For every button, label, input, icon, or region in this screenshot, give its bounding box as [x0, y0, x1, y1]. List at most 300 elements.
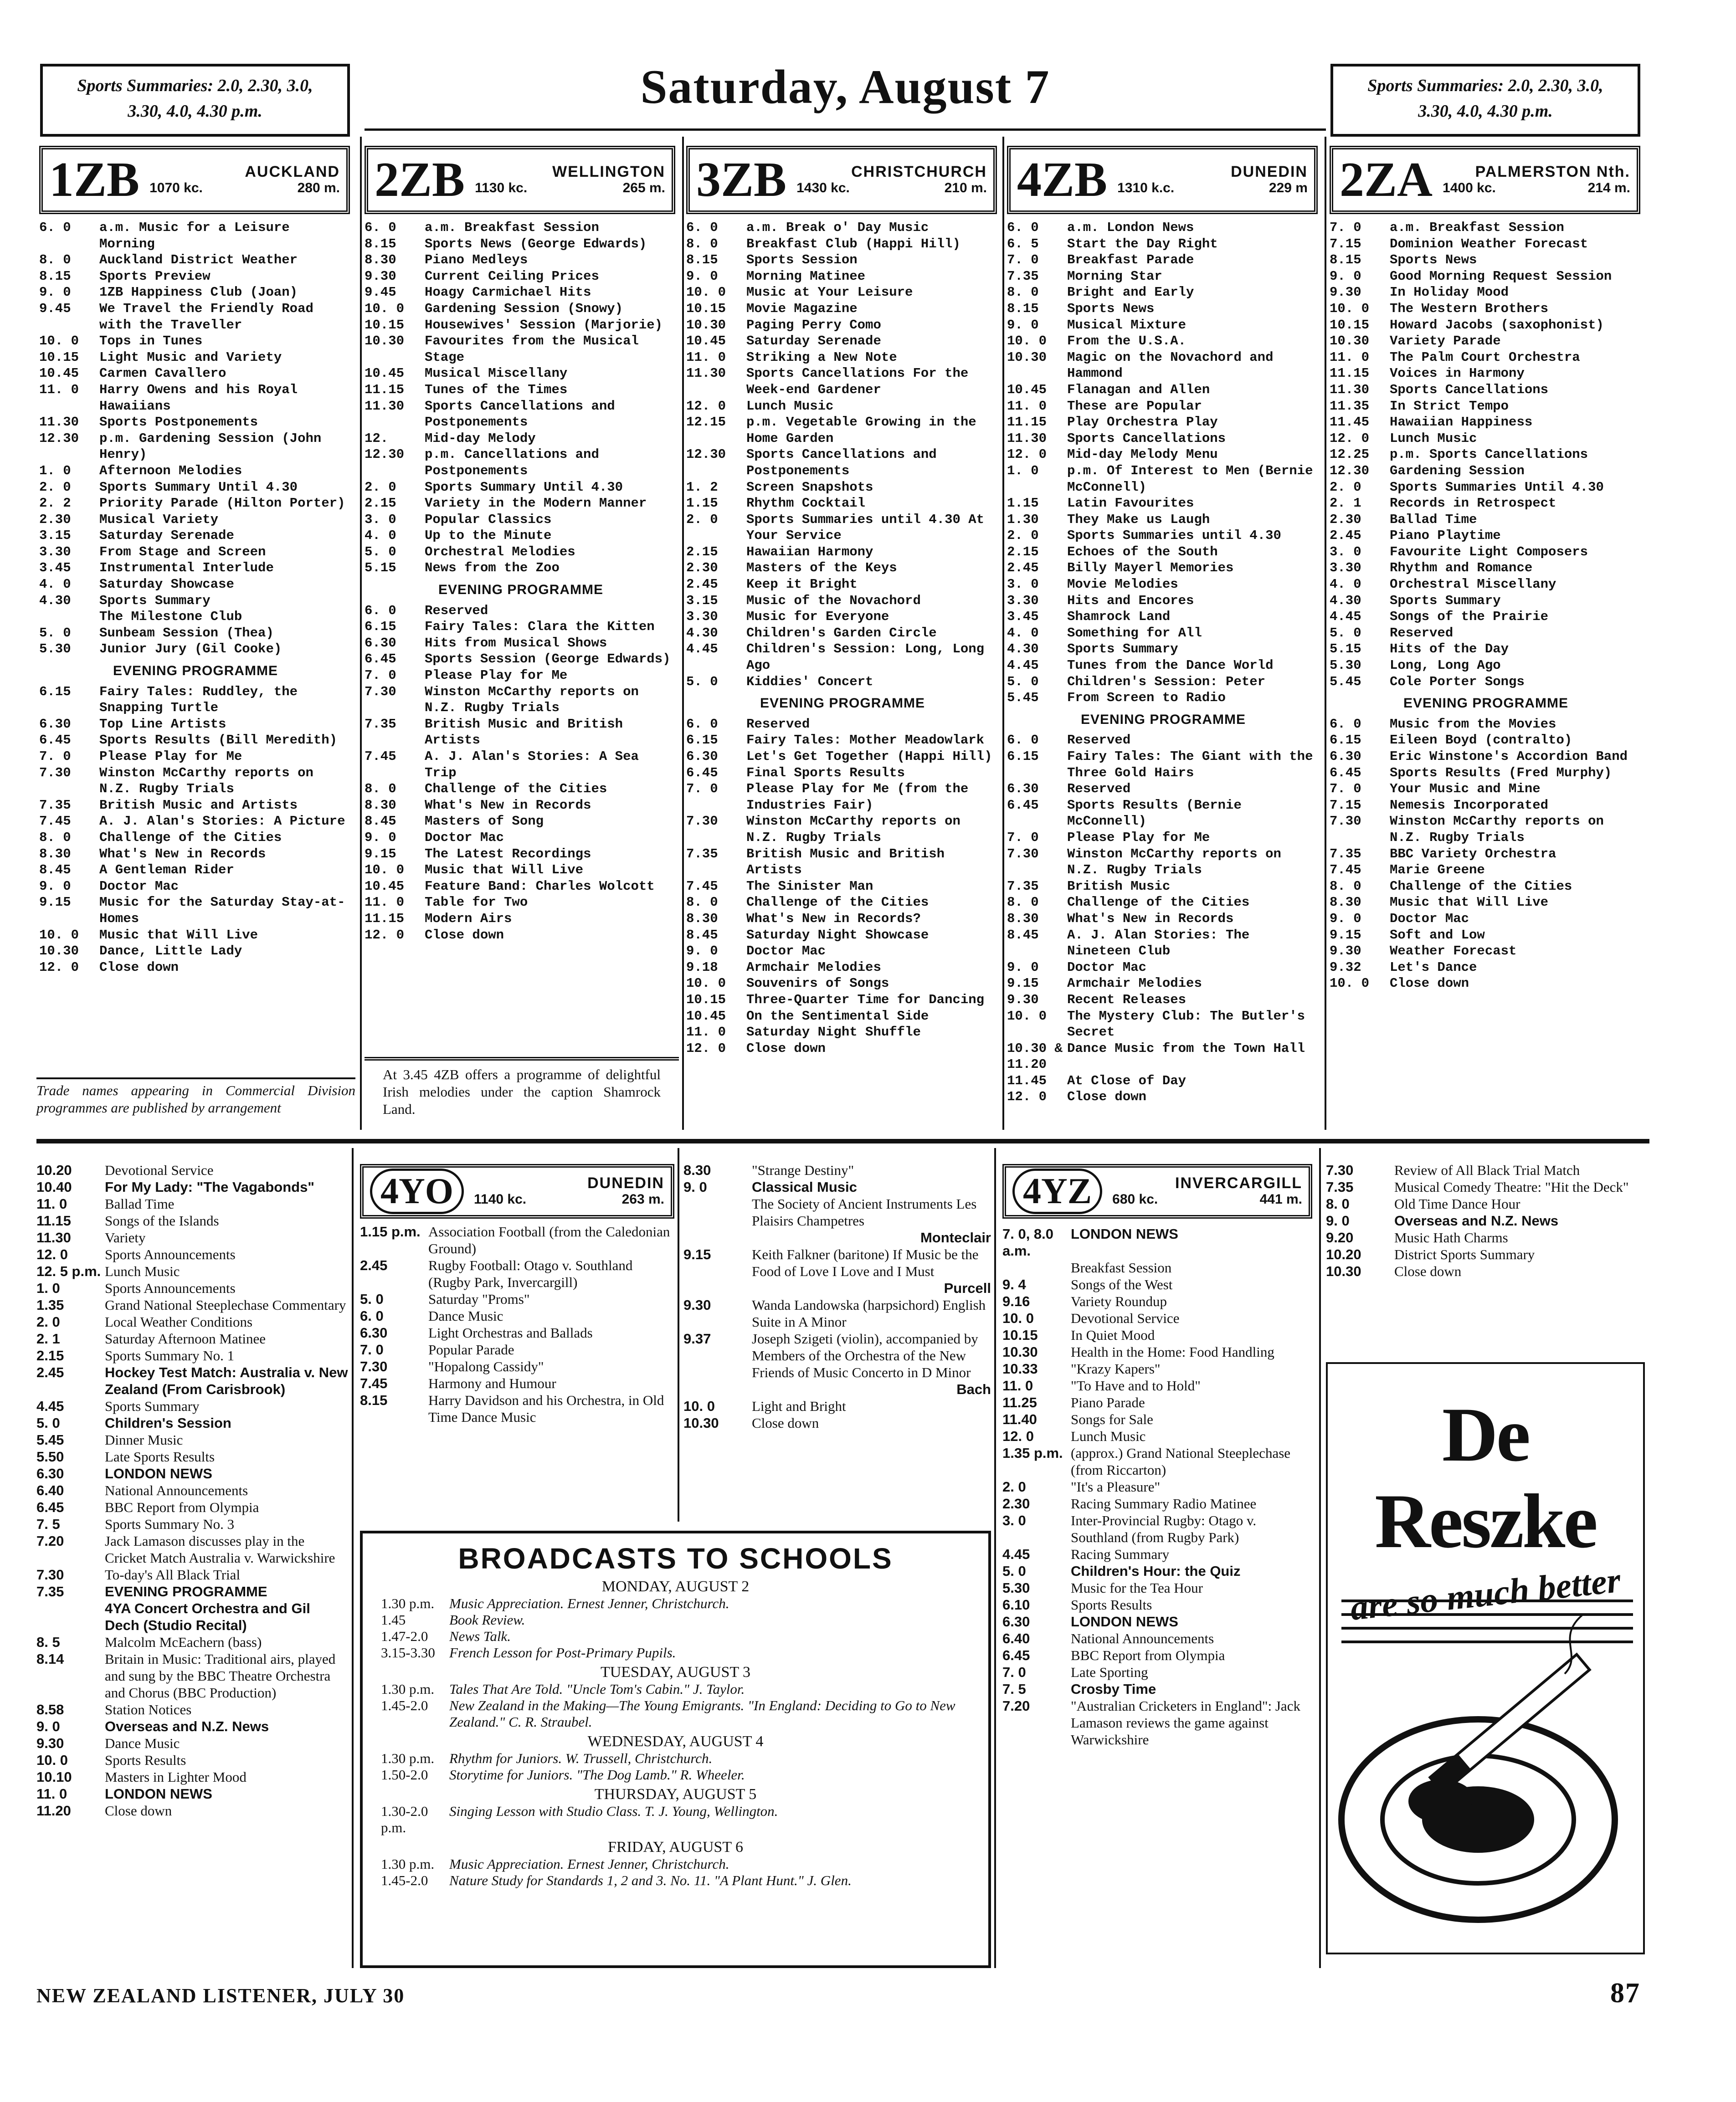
programme-time: 4.45: [1007, 658, 1039, 673]
programme-time: 11. 0: [1002, 1378, 1033, 1394]
programme-title: Keith Falkner (baritone) If Music be the Food of Love I Love and I Must: [752, 1246, 979, 1279]
programme-item: [36, 1263, 349, 1280]
station-wavelength: 441 m.: [1259, 1192, 1302, 1207]
programme-time: 8.30: [1330, 895, 1361, 910]
programme-title: Late Sports Results: [105, 1449, 215, 1465]
programme-title: Variety Roundup: [1071, 1293, 1167, 1309]
programme-item: [1330, 749, 1642, 765]
programme-title: Close down: [425, 927, 504, 943]
programme-item: [1002, 1579, 1315, 1596]
programme-time: 10.30: [39, 943, 79, 959]
programme-time: 5.45: [1330, 674, 1361, 689]
programme-time: 10.30: [1007, 349, 1047, 365]
programme-time: 7.30: [365, 684, 396, 699]
programme-time: 12. 0: [39, 959, 79, 975]
programme-title: Howard Jacobs (saxophonist): [1390, 317, 1604, 333]
programme-title: Close down: [105, 1803, 172, 1819]
programme-time: 11.45: [1007, 1073, 1047, 1088]
programme-title: Nemesis Incorporated: [1390, 797, 1549, 813]
programme-item: [39, 495, 352, 512]
programme-title: Soft and Low: [1390, 927, 1485, 943]
programme-title: Sports Cancellations and Postponements: [746, 447, 937, 478]
programme-time: 10. 0: [39, 927, 79, 943]
programme-title: p.m. Sports Cancellations: [1390, 447, 1588, 462]
programme-item: [365, 716, 677, 749]
station-city: INVERCARGILL: [1175, 1174, 1302, 1192]
programme-title: Music that Will Live: [99, 927, 258, 943]
programme-item: [39, 813, 352, 830]
programme-time: 11.15: [365, 911, 405, 926]
programme-time: 8.15: [1330, 252, 1361, 268]
programme-item: [1330, 975, 1642, 992]
programme-item: [1330, 268, 1642, 285]
programme-item: [686, 1008, 999, 1025]
programme-title: Close down: [746, 1041, 826, 1056]
programme-time: 1.30: [1007, 512, 1039, 527]
programme-title: Sports Postponements: [99, 415, 258, 430]
programme-item: [686, 495, 999, 512]
de-reszke-advertisement: [1326, 1362, 1645, 1954]
programme-item: [39, 609, 352, 625]
programme-title: Hawaiian Happiness: [1390, 415, 1533, 430]
station-meta: [796, 164, 987, 196]
continuation-column: [683, 1162, 991, 1522]
programme-item: [365, 667, 677, 684]
programme-title: Variety in the Modern Manner: [425, 496, 647, 511]
programme-time: 7. 0: [686, 781, 718, 797]
programme-time: 8. 0: [1330, 878, 1361, 894]
lower-left-column: [36, 1162, 349, 1964]
programme-time: 11.15: [1330, 366, 1370, 381]
programme-time: 9.30: [683, 1297, 711, 1313]
programme-item: [360, 1375, 674, 1392]
programme-title: Close down: [1390, 976, 1469, 991]
programme-time: 7. 0: [1007, 252, 1039, 268]
programme-title: In Quiet Mood: [1071, 1327, 1155, 1343]
programme-time: 1. 0: [36, 1280, 60, 1296]
programme-item: [36, 1701, 349, 1718]
programme-title: Top Line Artists: [99, 716, 226, 732]
programme-title: Children's Session: Long, Long Ago: [746, 641, 985, 673]
schools-broadcast-item: [381, 1767, 970, 1783]
programme-item: [36, 1212, 349, 1229]
programme-time: 9.32: [1330, 959, 1361, 975]
programme-item: [686, 414, 999, 446]
programme-title: Music for the Tea Hour: [1071, 1580, 1203, 1596]
programme-title: National Announcements: [105, 1482, 248, 1498]
programme-time: 12.30: [686, 447, 726, 462]
programme-title: Eileen Boyd (contralto): [1390, 733, 1572, 748]
programme-time: 10. 0: [39, 333, 79, 349]
programme-item: [36, 1195, 349, 1212]
programme-item: [365, 365, 677, 382]
programme-time: 6. 0: [686, 220, 718, 235]
schools-time: 1.30 p.m.: [381, 1681, 435, 1697]
programme-time: 8.58: [36, 1702, 64, 1717]
schools-time: 3.15-3.30: [381, 1645, 435, 1661]
programme-time: 11.30: [39, 415, 79, 430]
programme-time: 6.45: [365, 651, 396, 667]
programme-title: Dinner Music: [105, 1432, 183, 1448]
station-call-sign: 4YO: [370, 1169, 464, 1214]
programme-title: From the U.S.A.: [1067, 333, 1186, 349]
programme-item: [1007, 1089, 1320, 1105]
programme-time: 12. 0: [686, 398, 726, 414]
programme-time: 9. 0: [39, 285, 71, 300]
programme-time: 2.45: [1007, 560, 1039, 576]
programme-title: Let's Dance: [1390, 959, 1477, 975]
programme-item: [683, 1398, 991, 1415]
programme-item: [686, 959, 999, 976]
programme-item: [686, 576, 999, 593]
programme-item: [1330, 544, 1642, 560]
programme-time: 2. 1: [1330, 496, 1361, 511]
programme-item: [39, 576, 352, 593]
programme-item: [365, 927, 677, 943]
programme-title: Songs of the Prairie: [1390, 609, 1549, 625]
programme-time: 2. 0: [686, 512, 718, 527]
programme-item: [1007, 495, 1320, 512]
programme-time: 11.40: [1002, 1411, 1037, 1427]
programme-item: [686, 333, 999, 349]
column-divider: [352, 1148, 354, 1968]
programme-item: [39, 927, 352, 943]
programme-time: 4. 0: [365, 528, 396, 543]
programme-time: 6.45: [36, 1499, 64, 1515]
programme-item: [686, 894, 999, 911]
programme-title: p.m. Cancellations and Postponements: [425, 447, 599, 478]
schools-title: Storytime for Juniors. "The Dog Lamb." R. Wheeler.: [449, 1767, 745, 1783]
programme-item: [36, 1583, 349, 1600]
programme-title: Harry Owens and his Royal Hawaiians: [99, 382, 298, 414]
programme-time: 2. 0: [365, 479, 396, 495]
programme-time: 2.30: [1330, 512, 1361, 527]
programme-title: Long, Long Ago: [1390, 658, 1501, 673]
programme-item: [360, 1257, 674, 1291]
programme-time: 9.45: [365, 285, 396, 300]
programme-item: [1002, 1327, 1315, 1343]
programme-title: Devotional Service: [105, 1162, 214, 1178]
programme-title: Gardening Session (Snowy): [425, 301, 623, 316]
station-frequency: 1140 kc.: [474, 1192, 527, 1207]
programme-time: 9. 0: [683, 1179, 707, 1195]
programme-title: Auckland District Weather: [99, 252, 298, 268]
programme-item: [1330, 641, 1642, 657]
programme-item: [686, 911, 999, 927]
programme-time: 5.50: [36, 1449, 64, 1465]
programme-time: 10. 0: [686, 976, 726, 991]
programme-time: 7.20: [36, 1533, 64, 1549]
programme-title: Grand National Steeplechase Commentary: [105, 1297, 346, 1313]
programme-title: BBC Report from Olympia: [105, 1499, 259, 1515]
programme-title: Reserved: [1067, 733, 1131, 748]
programme-time: 8.14: [36, 1651, 64, 1667]
programme-time: 8.30: [39, 846, 71, 861]
programme-item: [365, 528, 677, 544]
programme-item: [39, 512, 352, 528]
programme-item: [1007, 894, 1320, 911]
programme-title: The Sinister Man: [746, 878, 873, 894]
programme-title: Winston McCarthy reports on N.Z. Rugby Trials: [425, 684, 639, 716]
programme-item: [1007, 975, 1320, 992]
programme-time: 6. 0: [686, 716, 718, 732]
programme-item: [1007, 463, 1320, 495]
programme-item: [1007, 641, 1320, 657]
programme-title: "Krazy Kapers": [1071, 1361, 1161, 1377]
programme-item: [1007, 625, 1320, 641]
programme-time: 7.35: [686, 846, 718, 861]
programme-time: 2.15: [686, 544, 718, 559]
programme-title: Eric Winstone's Accordion Band: [1390, 749, 1628, 764]
station-wavelength: 280 m.: [297, 180, 340, 195]
programme-title: Close down: [1067, 1089, 1147, 1105]
programme-title: "To Have and to Hold": [1071, 1378, 1201, 1394]
programme-item: [365, 749, 677, 781]
programme-title: Dance, Little Lady: [99, 943, 242, 959]
programme-item: [1002, 1478, 1315, 1495]
programme-time: 7.15: [1330, 236, 1361, 251]
programme-title: A Gentleman Rider: [99, 862, 234, 878]
programme-time: 9. 0: [36, 1718, 60, 1734]
programme-item: [36, 1280, 349, 1297]
programme-item: [36, 1398, 349, 1415]
schools-time: 1.45: [381, 1612, 406, 1628]
programme-item: [1330, 813, 1642, 846]
programme-time: 10.15: [686, 301, 726, 316]
programme-time: 9.18: [686, 959, 718, 975]
programme-time: 2. 0: [39, 479, 71, 495]
programme-time: 7.30: [39, 765, 71, 780]
programme-item: [36, 1482, 349, 1499]
programme-title: Musical Miscellany: [425, 366, 568, 381]
programme-title: Music of the Novachord: [746, 593, 921, 608]
programme-item: [1326, 1195, 1645, 1212]
programme-time: 3.45: [39, 560, 71, 576]
programme-item: [365, 560, 677, 576]
programme-title: Weather Forecast: [1390, 943, 1517, 959]
programme-title: Health in the Home: Food Handling: [1071, 1344, 1274, 1360]
programme-title: Sports Cancellations: [1067, 431, 1226, 446]
programme-time: 12.25: [1330, 447, 1370, 462]
programme-time: 11. 0: [1007, 398, 1047, 414]
programme-time: 4.45: [686, 641, 718, 657]
programme-item: [365, 236, 677, 252]
column-divider: [1325, 137, 1326, 1130]
sports-summaries-line-2: 3.30, 4.0, 4.30 p.m.: [128, 102, 262, 121]
programme-item: [1007, 1041, 1320, 1073]
column-divider: [1319, 1148, 1321, 1968]
programme-title: 4YA Concert Orchestra and Gil Dech (Studio Recital): [105, 1600, 310, 1633]
programme-time: 1. 2: [686, 479, 718, 495]
composer-credit: Monteclair: [920, 1230, 991, 1246]
programme-item: [36, 1448, 349, 1465]
programme-time: 12. 0: [686, 1041, 726, 1056]
schools-broadcast-item: [381, 1645, 970, 1661]
sports-summaries-box-left: [40, 64, 350, 137]
programme-time: 8.30: [683, 1162, 711, 1178]
schools-time: 1.45-2.0: [381, 1697, 428, 1713]
programme-time: 6. 0: [1007, 733, 1039, 748]
programme-time: 12. 0: [1330, 431, 1370, 446]
station-programme-2za: [1330, 220, 1642, 1137]
column-divider: [360, 137, 362, 1130]
programme-title: Dance Music: [428, 1308, 503, 1324]
programme-title: Tunes from the Dance World: [1067, 658, 1274, 673]
programme-item: [686, 446, 999, 479]
programme-time: 12. 0: [365, 927, 405, 943]
programme-item: [686, 236, 999, 252]
programme-title: (approx.) Grand National Steeplechase (from Riccarton): [1071, 1445, 1291, 1478]
programme-time: 6.15: [365, 619, 396, 635]
programme-item: [686, 943, 999, 959]
programme-title: Favourite Light Composers: [1390, 544, 1588, 559]
programme-title: From Stage and Screen: [99, 544, 266, 559]
programme-title: Orchestral Melodies: [425, 544, 575, 559]
programme-item: [1007, 382, 1320, 398]
programme-title: Final Sports Results: [746, 765, 905, 780]
programme-title: Britain in Music: Traditional airs, played and sung by the BBC Theatre Orchestra and Chorus (BBC Production): [105, 1651, 336, 1701]
programme-item: [1007, 576, 1320, 593]
programme-item: [36, 1718, 349, 1735]
programme-item: [686, 301, 999, 317]
programme-item: [1002, 1293, 1315, 1310]
programme-title: Reserved: [1390, 625, 1454, 641]
programme-time: 6.30: [36, 1466, 64, 1482]
programme-item: [39, 732, 352, 749]
programme-time: 10.30: [1330, 333, 1370, 349]
schools-day-heading: TUESDAY, AUGUST 3: [600, 1664, 751, 1681]
programme-item: [365, 911, 677, 927]
programme-item: [686, 317, 999, 333]
schools-broadcast-item: [381, 1750, 970, 1767]
programme-time: 4.45: [1330, 609, 1361, 625]
programme-item: [686, 716, 999, 733]
programme-time: 7.15: [1330, 797, 1361, 813]
programme-title: Breakfast Session: [1071, 1260, 1172, 1276]
programme-time: 12. 5 p.m.: [36, 1263, 101, 1279]
programme-title: Reserved: [746, 716, 810, 732]
programme-item: [39, 349, 352, 366]
programme-title: Fairy Tales: Ruddley, the Snapping Turtle: [99, 684, 298, 716]
programme-title: Mid-day Melody: [425, 431, 536, 446]
schools-title: News Talk.: [449, 1628, 511, 1644]
programme-item: [683, 1246, 991, 1280]
programme-time: 12. 0: [1007, 1089, 1047, 1105]
station-header-4yo: [360, 1164, 674, 1219]
programme-title: The Latest Recordings: [425, 846, 591, 861]
programme-time: [1002, 1259, 1071, 1276]
programme-item: [1002, 1664, 1315, 1681]
station-frequency: 680 kc.: [1112, 1192, 1158, 1207]
programme-time: 12.30: [39, 431, 79, 446]
programme-title: Marie Greene: [1390, 862, 1485, 878]
programme-item: [39, 846, 352, 862]
programme-title: Echoes of the South: [1067, 544, 1218, 559]
programme-title: Station Notices: [105, 1702, 192, 1717]
programme-item: [1330, 576, 1642, 593]
programme-title: Devotional Service: [1071, 1310, 1180, 1326]
programme-item: [39, 862, 352, 878]
schools-title: Tales That Are Told. "Uncle Tom's Cabin." J. Taylor.: [449, 1681, 745, 1697]
programme-title: Saturday Night Shuffle: [746, 1025, 921, 1040]
programme-item: [1330, 431, 1642, 447]
evening-programme-heading: EVENING PROGRAMME: [1080, 712, 1246, 727]
composer-credit: Bach: [956, 1381, 991, 1397]
programme-title: Favourites from the Musical Stage: [425, 333, 639, 365]
station-call-sign: 1ZB: [49, 153, 140, 207]
programme-item: [1326, 1229, 1645, 1246]
programme-item: [1330, 446, 1642, 463]
programme-title: A. J. Alan's Stories: A Sea Trip: [425, 749, 639, 780]
programme-title: Challenge of the Cities: [1067, 895, 1250, 910]
sports-summaries-box-right: [1330, 64, 1640, 137]
programme-item: [1002, 1428, 1315, 1445]
station-call-sign: 3ZB: [696, 153, 787, 207]
programme-time: 4.45: [1002, 1546, 1030, 1562]
programme-time: 3.30: [686, 609, 718, 625]
programme-item: [1330, 512, 1642, 528]
programme-item: [1007, 1073, 1320, 1089]
programme-item: [1007, 797, 1320, 830]
station-programme-4zb: [1007, 220, 1320, 1137]
programme-item: [1002, 1276, 1315, 1293]
programme-time: 6.30: [1002, 1614, 1030, 1630]
programme-item: [1007, 317, 1320, 333]
programme-title: Hockey Test Match: Australia v. New Zealand (From Carisbrook): [105, 1364, 348, 1397]
station-4yz-programme: [1002, 1225, 1315, 1968]
programme-item: [36, 1735, 349, 1752]
programme-title: The Milestone Club: [99, 609, 242, 625]
programme-title: Please Play for Me: [425, 668, 568, 683]
programme-item: [1002, 1360, 1315, 1377]
programme-time: 7. 5: [1002, 1681, 1026, 1697]
programme-title: Saturday Afternoon Matinee: [105, 1331, 266, 1347]
programme-title: Racing Summary Radio Matinee: [1071, 1496, 1257, 1512]
programme-item: [360, 1223, 674, 1257]
programme-title: Masters of Song: [425, 814, 544, 829]
programme-item: [1330, 333, 1642, 349]
programme-title: Sunbeam Session (Thea): [99, 625, 274, 641]
programme-item: [1007, 911, 1320, 927]
programme-item: [365, 813, 677, 830]
programme-item: [39, 959, 352, 976]
programme-item: [39, 528, 352, 544]
schools-day-heading: FRIDAY, AUGUST 6: [608, 1839, 743, 1856]
programme-item: [1330, 878, 1642, 895]
programme-title: They Make us Laugh: [1067, 512, 1210, 527]
programme-item: [1330, 797, 1642, 814]
programme-title: Afternoon Melodies: [99, 463, 242, 478]
trade-note-rule: [36, 1077, 355, 1079]
station-frequency-row: [149, 180, 340, 196]
programme-title: Paging Perry Como: [746, 317, 881, 333]
programme-title: Recent Releases: [1067, 992, 1186, 1007]
programme-item: [1007, 236, 1320, 252]
programme-title: Sports Summaries until 4.30 At Your Service: [746, 512, 985, 543]
programme-time: 1.15: [686, 496, 718, 511]
programme-title: Popular Parade: [428, 1342, 514, 1358]
station-frequency: 1430 kc.: [796, 180, 850, 195]
station-call-sign: 2ZB: [375, 153, 465, 207]
programme-time: 7. 0: [1007, 830, 1039, 845]
station-wavelength: 229 m: [1269, 180, 1308, 195]
programme-title: Saturday Night Showcase: [746, 927, 929, 943]
programme-item: [36, 1297, 349, 1313]
programme-time: 5. 0: [365, 544, 396, 559]
programme-title: Good Morning Request Session: [1390, 268, 1612, 284]
programme-item: [36, 1330, 349, 1347]
programme-time: 7.35: [36, 1584, 64, 1600]
